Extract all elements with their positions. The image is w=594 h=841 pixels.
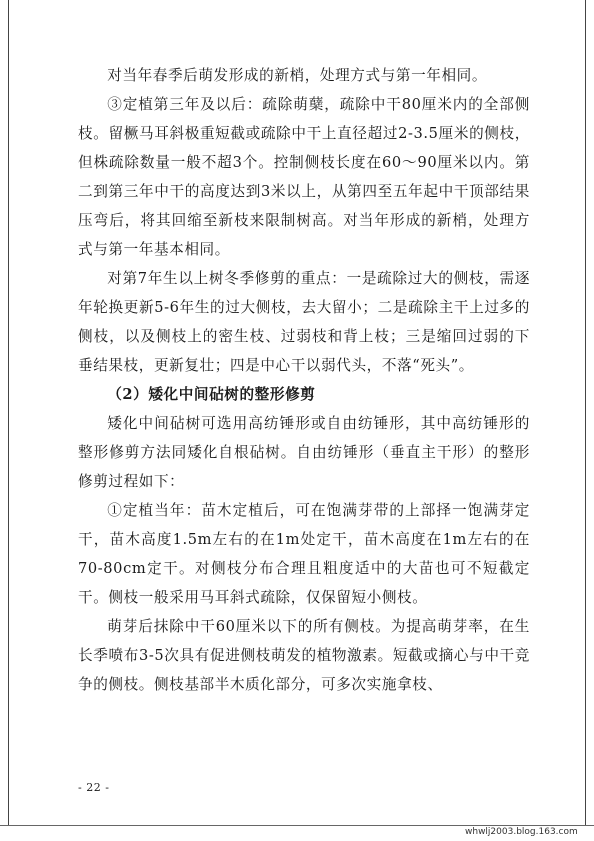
paragraph-new-shoots: 对当年春季后萌发形成的新梢，处理方式与第一年相同。 <box>107 67 488 84</box>
watermark: whwlj2003.blog.163.com <box>465 827 578 837</box>
section-heading: （2）矮化中间砧树的整形修剪 <box>107 386 316 403</box>
body-text <box>78 61 530 699</box>
paragraph-third-year: ③定植第三年及以后：疏除萌蘖，疏除中干80厘米内的全部侧枝。留橛马耳斜极重短截或疏除中干上直径超过2-3.5厘米的侧枝，但株疏除数量一般不超3个。控制侧枝长度在60～90厘米以内。第二到第三年中干的高度达到3米以上，从第四至五年起中干顶部结果压弯后，将其回缩至新枝来限制树高。对当年形成的新梢，处理方式与第一年基本相同。 <box>78 96 530 258</box>
page-border-bottom <box>0 825 594 826</box>
page-border-right <box>585 0 586 826</box>
page-border-left <box>8 0 9 826</box>
page-number: - 22 - <box>78 781 110 794</box>
paragraph-first-year: ①定植当年：苗木定植后，可在饱满芽带的上部择一饱满芽定干，苗木高度1.5m左右的在1m处定干，苗木高度在1m左右的在70-80cm定干。对侧枝分布合理且粗度适中的大苗也可不短截定干。侧枝一般采用马耳斜式疏除，仅保留短小侧枝。 <box>78 502 530 606</box>
paragraph-winter-pruning: 对第7年生以上树冬季修剪的重点：一是疏除过大的侧枝，需逐年轮换更新5-6年生的过大侧枝，去大留小；二是疏除主干上过多的侧枝，以及侧枝上的密生枝、过弱枝和背上枝；三是缩回过弱的下垂结果枝，更新复壮；四是中心干以弱代头，不落“死头”。 <box>78 270 530 374</box>
paragraph-after-budding: 萌芽后抹除中干60厘米以下的所有侧枝。为提高萌芽率，在生长季喷布3-5次具有促进侧枝萌发的植物激素。短截或摘心与中干竞争的侧枝。侧枝基部半木质化部分，可多次实施拿枝、 <box>78 618 530 693</box>
paragraph-interstock-intro: 矮化中间砧树可选用高纺锤形或自由纺锤形，其中高纺锤形的整形修剪方法同矮化自根砧树。自由纺锤形（垂直主干形）的整形修剪过程如下： <box>78 415 530 490</box>
